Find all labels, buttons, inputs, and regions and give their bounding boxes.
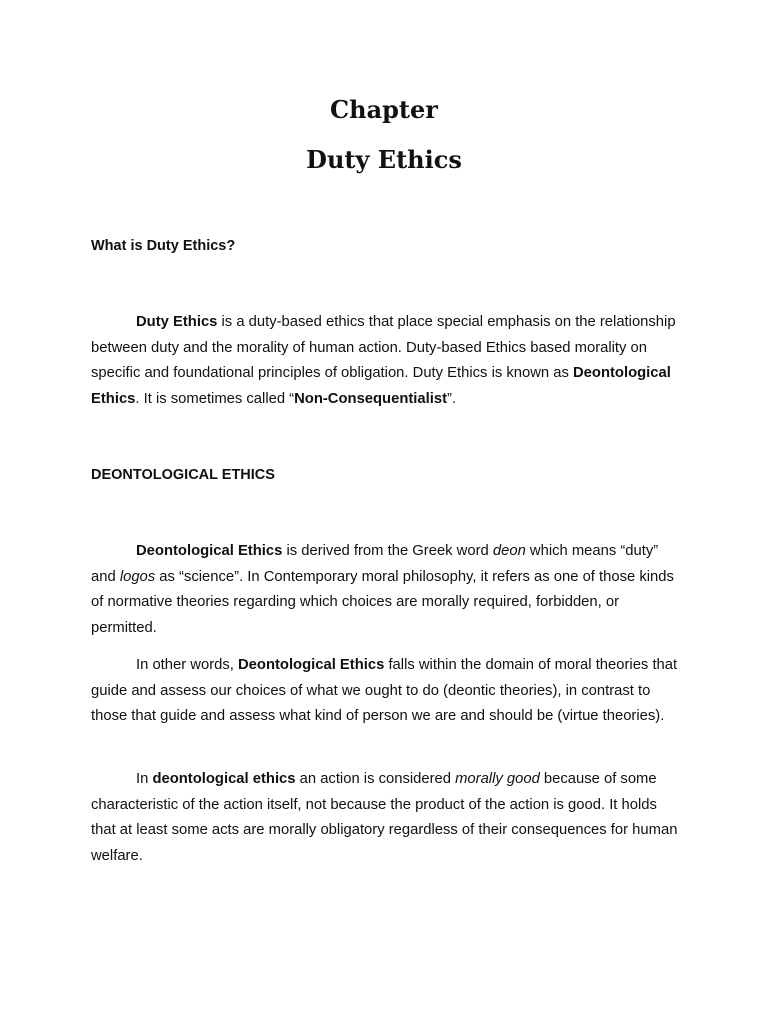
paragraph-morally-good-action — [91, 767, 681, 869]
paragraph-text: which means “duty” and — [91, 543, 659, 585]
paragraph-text: falls within the domain of moral theories that guide and assess our choices of what we ought to do (deontic theories), in contrast to those that guide and assess what kind of person we are and should be (virtue theories). — [91, 657, 678, 724]
paragraph-text: an action is considered — [295, 771, 456, 787]
paragraph-deontological-origin — [91, 539, 681, 641]
paragraph-text: is a duty-based ethics that place special emphasis on the relationship between duty and the morality of human action. Duty-based Ethics based morality on specific and foundational principles of obligation. Duty Ethics is known as — [91, 314, 676, 381]
chapter-label: Chapter — [330, 95, 438, 124]
term-deontological-ethics: Deontological Ethics — [91, 365, 671, 407]
paragraph-text: In — [136, 771, 153, 787]
section-heading-what-is-duty-ethics: What is Duty Ethics? — [91, 238, 236, 254]
term-duty-ethics: Duty Ethics — [136, 314, 218, 330]
word-logos: logos — [119, 568, 156, 585]
word-deon: deon — [492, 543, 526, 559]
paragraph-text: ”. — [447, 390, 457, 407]
term-deontological-ethics-lower: deontological ethics — [152, 771, 296, 787]
phrase-morally-good: morally good — [455, 771, 540, 787]
term-deontological-ethics: Deontological Ethics — [136, 543, 283, 559]
paragraph-duty-ethics-definition — [91, 310, 681, 412]
paragraph-text: In other words, — [136, 657, 238, 673]
term-non-consequentialist: Non-Consequentialist — [294, 390, 448, 407]
section-heading-deontological-ethics: DEONTOLOGICAL ETHICS — [91, 467, 275, 483]
paragraph-in-other-words — [91, 653, 681, 730]
chapter-title: Duty Ethics — [306, 145, 462, 174]
paragraph-text: because of some characteristic of the action itself, not because the product of the action is good. It holds that at least some acts are morally obligatory regardless of their consequences for human welfare. — [91, 771, 678, 864]
term-deontological-ethics: Deontological Ethics — [237, 657, 385, 673]
paragraph-text: as “science”. In Contemporary moral philosophy, it refers as one of those kinds of normative theories regarding which choices are morally required, forbidden, or permitted. — [91, 568, 674, 636]
paragraph-text: . It is sometimes called “ — [135, 390, 295, 407]
paragraph-text: is derived from the Greek word — [282, 543, 493, 559]
